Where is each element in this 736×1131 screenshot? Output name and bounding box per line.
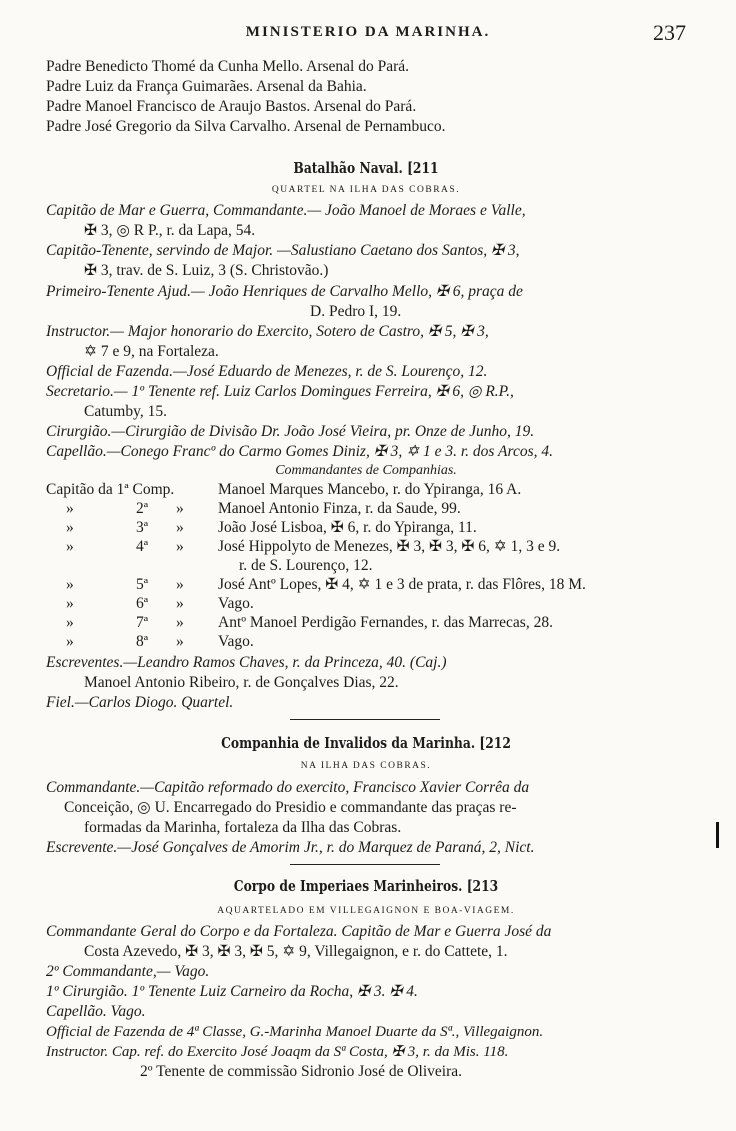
imperiaes-line-3: 2º Commandante,— Vago.	[46, 963, 210, 980]
batalhao-line-10: Secretario.— 1º Tenente ref. Luiz Carlos Domingues Ferreira, ✠ 6, ◎ R.P.,	[46, 383, 514, 400]
batalhao-line-5: Primeiro-Tenente Ajud.— João Henriques de Carvalho Mello, ✠ 6, praça de	[46, 283, 523, 300]
table-row	[46, 576, 686, 594]
batalhao-line-11: Catumby, 15.	[84, 403, 167, 420]
section-divider	[290, 864, 440, 865]
company-number: Capitão da 1ª Comp.	[46, 481, 175, 498]
company-commander: Manoel Antonio Finza, r. da Saude, 99.	[218, 500, 461, 517]
imperiaes-line-1: Commandante Geral do Corpo e da Fortaleza. Capitão de Mar e Guerra José da	[46, 923, 552, 940]
company-commander: Manoel Marques Mancebo, r. do Ypiranga, 16 A.	[218, 481, 522, 498]
invalidos-line-4: Escrevente.—José Gonçalves de Amorim Jr., r. do Marquez de Paraná, 2, Nict.	[46, 839, 535, 856]
table-row	[46, 481, 686, 499]
invalidos-line-3: formadas da Marinha, fortaleza da Ilha das Cobras.	[84, 819, 402, 836]
ditto-mark: »	[66, 576, 74, 593]
batalhao-line-8: ✡ 7 e 9, na Fortaleza.	[84, 343, 219, 360]
padre-line-1: Padre Benedicto Thomé da Cunha Mello. Arsenal do Pará.	[46, 58, 410, 75]
company-commander: João José Lisboa, ✠ 6, r. do Ypiranga, 11.	[218, 519, 477, 536]
ditto-mark: »	[66, 614, 74, 631]
ditto-mark: »	[176, 614, 184, 631]
table-row	[46, 538, 686, 556]
section-subtitle-invalidos: NA ILHA DAS COBRAS.	[300, 761, 432, 771]
running-header	[0, 22, 736, 46]
header-title: MINISTERIO DA MARINHA.	[245, 24, 491, 40]
batalhao-line-2: ✠ 3, ◎ R P., r. da Lapa, 54.	[84, 222, 256, 239]
company-commander: Vago.	[218, 633, 254, 650]
margin-mark	[716, 822, 719, 848]
section-title-imperiaes: Corpo de Imperiaes Marinheiros. [213	[233, 877, 499, 895]
padre-line-4: Padre José Gregorio da Silva Carvalho. Arsenal de Pernambuco.	[46, 118, 446, 135]
company-number: 8ª	[136, 633, 149, 650]
padre-line-2: Padre Luiz da França Guimarães. Arsenal da Bahia.	[46, 78, 367, 95]
section-subtitle-imperiaes: AQUARTELADO EM VILLEGAIGNON E BOA-VIAGEM.	[217, 906, 515, 916]
escreventes-line-2: Manoel Antonio Ribeiro, r. de Gonçalves Dias, 22.	[84, 674, 399, 691]
company-number: 2ª	[136, 500, 149, 517]
imperiaes-line-6: Official de Fazenda de 4ª Classe, G.-Marinha Manoel Duarte da Sª., Villegaignon.	[46, 1024, 544, 1040]
batalhao-line-6: D. Pedro I, 19.	[310, 303, 402, 320]
ditto-mark: »	[66, 595, 74, 612]
padre-line-3: Padre Manoel Francisco de Araujo Bastos. Arsenal do Pará.	[46, 98, 417, 115]
batalhao-line-1: Capitão de Mar e Guerra, Commandante.— João Manoel de Moraes e Valle,	[46, 202, 526, 219]
batalhao-line-9: Official de Fazenda.—José Eduardo de Menezes, r. de S. Lourenço, 12.	[46, 363, 488, 380]
invalidos-line-2: Conceição, ◎ U. Encarregado do Presidio e commandante das praças re-	[64, 799, 517, 816]
imperiaes-line-2: Costa Azevedo, ✠ 3, ✠ 3, ✠ 5, ✡ 9, Villegaignon, e r. do Cattete, 1.	[84, 943, 508, 960]
ditto-mark: »	[176, 500, 184, 517]
ditto-mark: »	[66, 633, 74, 650]
section-title-batalhao: Batalhão Naval. [211	[293, 159, 439, 177]
company-commander: Vago.	[218, 595, 254, 612]
ditto-mark: »	[66, 519, 74, 536]
company-number: 5ª	[136, 576, 149, 593]
imperiaes-line-7: Instructor. Cap. ref. do Exercito José Joaqm da Sª Costa, ✠ 3, r. da Mis. 118.	[46, 1044, 509, 1060]
table-row	[46, 519, 686, 537]
imperiaes-line-8: 2º Tenente de commissão Sidronio José de Oliveira.	[140, 1063, 462, 1080]
company-number: 3ª	[136, 519, 149, 536]
imperiaes-line-4: 1º Cirurgião. 1º Tenente Luiz Carneiro da Rocha, ✠ 3. ✠ 4.	[46, 983, 418, 1000]
ditto-mark: »	[66, 500, 74, 517]
company-commander: José Antº Lopes, ✠ 4, ✡ 1 e 3 de prata, r. das Flôres, 18 M.	[218, 576, 586, 593]
table-row	[46, 614, 686, 632]
fiel-line: Fiel.—Carlos Diogo. Quartel.	[46, 694, 234, 711]
table-row	[46, 557, 686, 575]
company-number: 6ª	[136, 595, 149, 612]
table-row	[46, 633, 686, 651]
companhias-heading: Commandantes de Companhias.	[275, 463, 457, 478]
ditto-mark: »	[176, 538, 184, 555]
company-commander-cont: r. de S. Lourenço, 12.	[239, 557, 373, 574]
company-commander: Antº Manoel Perdigão Fernandes, r. das Marrecas, 28.	[218, 614, 553, 631]
batalhao-line-13: Capellão.—Conego Francº do Carmo Gomes Diniz, ✠ 3, ✡ 1 e 3. r. dos Arcos, 4.	[46, 443, 553, 460]
ditto-mark: »	[176, 633, 184, 650]
escreventes-line: Escreventes.—Leandro Ramos Chaves, r. da Princeza, 40. (Caj.)	[46, 654, 447, 671]
table-row	[46, 595, 686, 613]
section-subtitle-batalhao: QUARTEL NA ILHA DAS COBRAS.	[271, 185, 461, 195]
batalhao-line-12: Cirurgião.—Cirurgião de Divisão Dr. João José Vieira, pr. Onze de Junho, 19.	[46, 423, 535, 440]
table-row	[46, 500, 686, 518]
section-title-invalidos: Companhia de Invalidos da Marinha. [212	[221, 734, 511, 752]
batalhao-line-7: Instructor.— Major honorario do Exercito, Sotero de Castro, ✠ 5, ✠ 3,	[46, 323, 489, 340]
company-number: 4ª	[136, 538, 149, 555]
imperiaes-line-5: Capellão. Vago.	[46, 1003, 146, 1020]
batalhao-line-4: ✠ 3, trav. de S. Luiz, 3 (S. Christovão.)	[84, 262, 329, 279]
company-number: 7ª	[136, 614, 149, 631]
ditto-mark: »	[176, 595, 184, 612]
ditto-mark: »	[66, 538, 74, 555]
batalhao-line-3: Capitão-Tenente, servindo de Major. —Salustiano Caetano dos Santos, ✠ 3,	[46, 242, 520, 259]
page-number: 237	[653, 20, 686, 45]
ditto-mark: »	[176, 519, 184, 536]
company-commander: José Hippolyto de Menezes, ✠ 3, ✠ 3, ✠ 6, ✡ 1, 3 e 9.	[218, 538, 561, 555]
section-divider	[290, 719, 440, 720]
ditto-mark: »	[176, 576, 184, 593]
invalidos-line-1: Commandante.—Capitão reformado do exercito, Francisco Xavier Corrêa da	[46, 779, 530, 796]
